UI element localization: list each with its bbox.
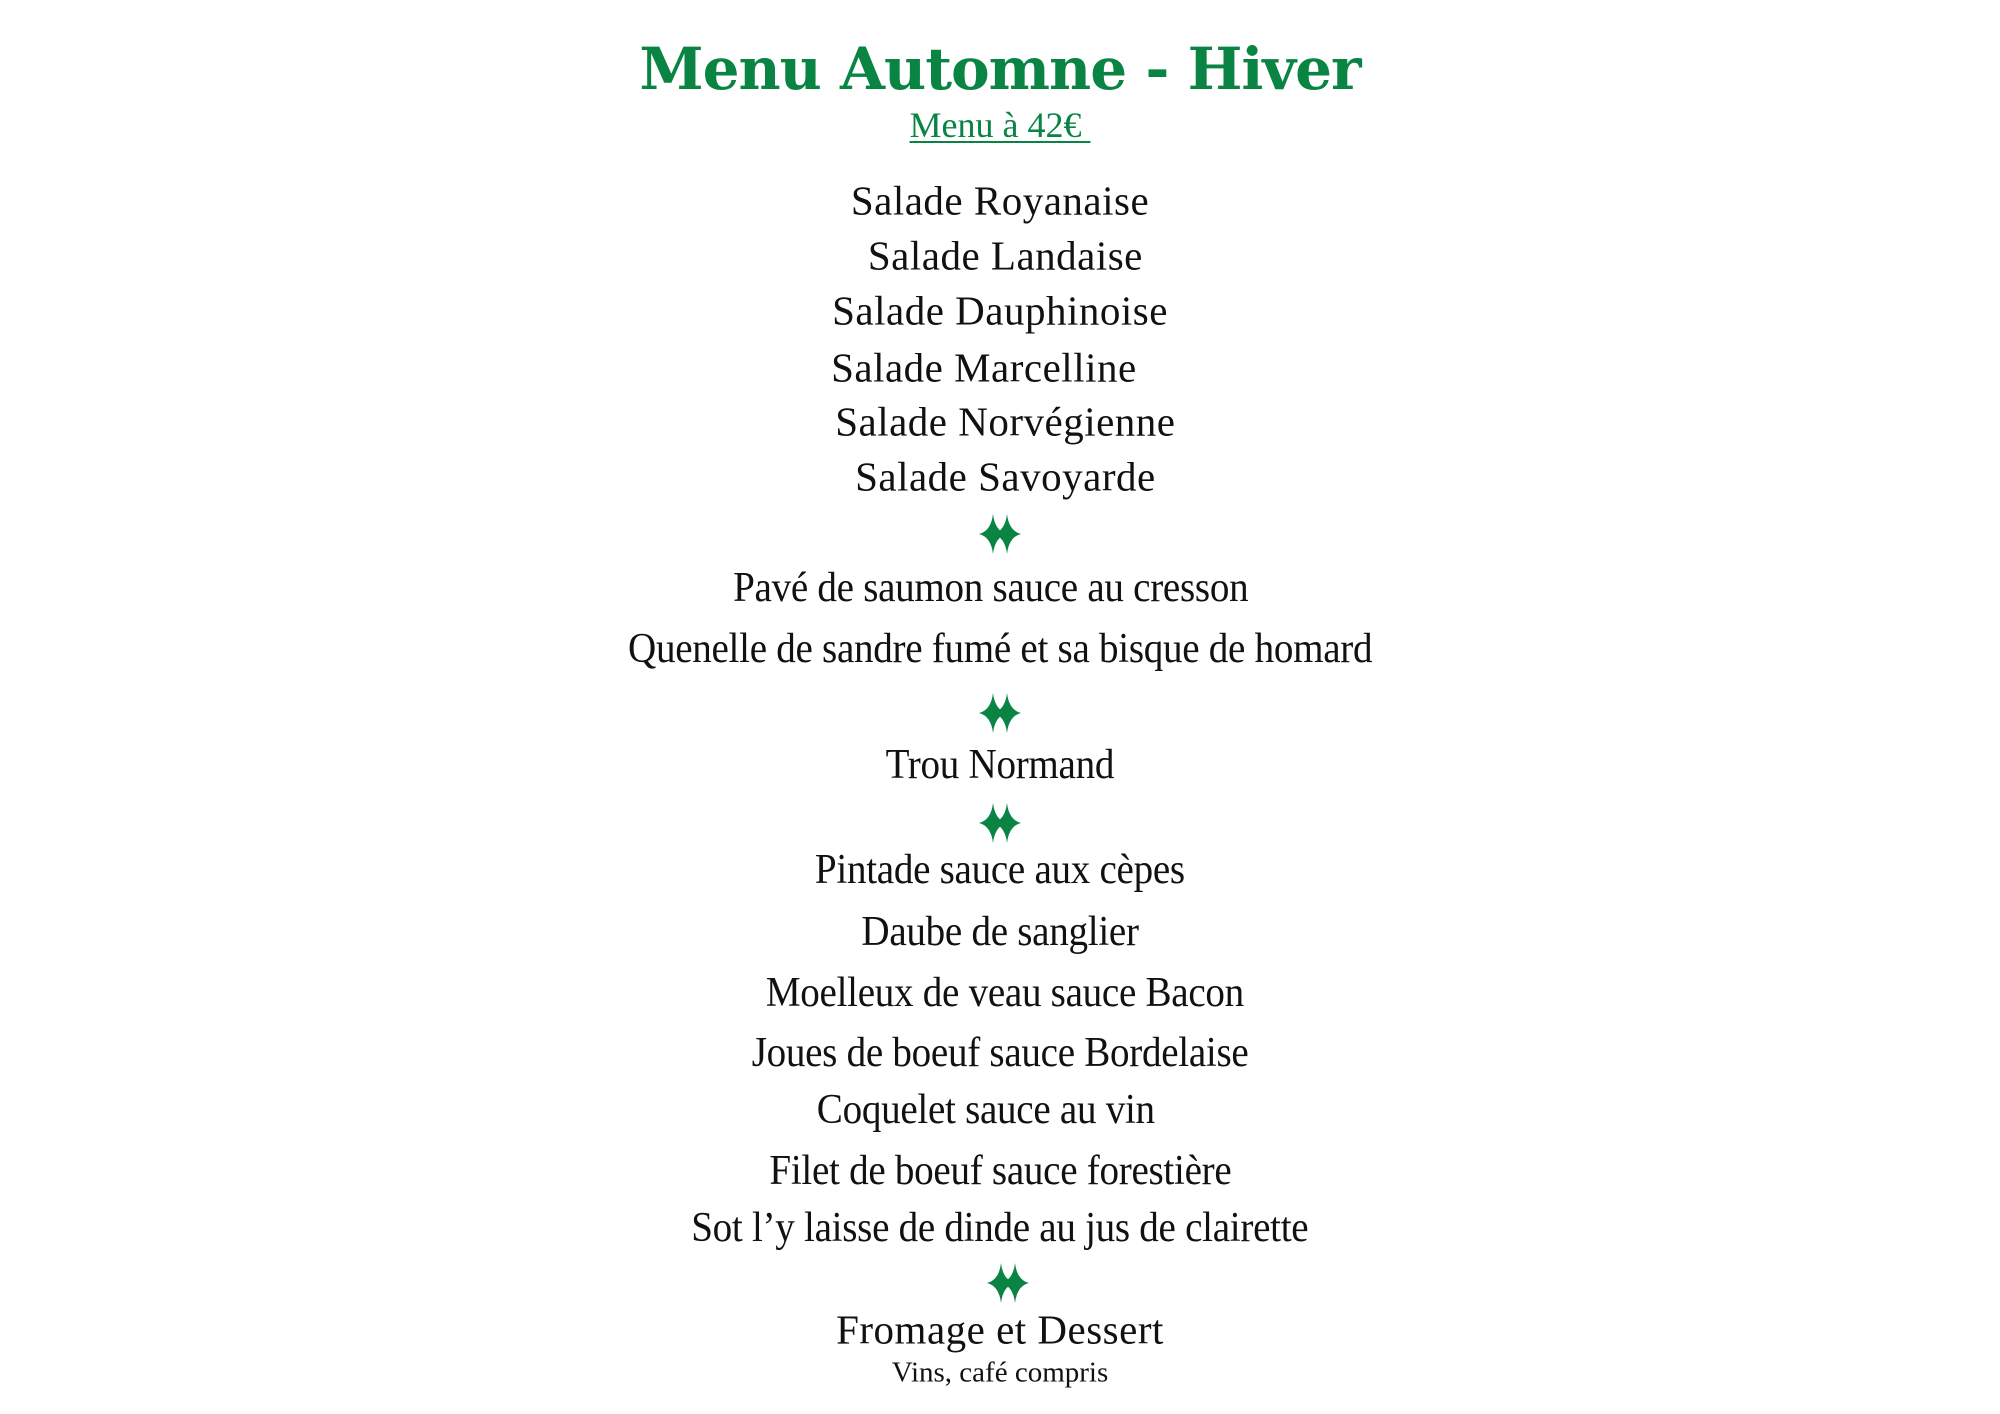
page-title: Menu Automne - Hiver bbox=[639, 35, 1361, 103]
list-item-label: Daube de sanglier bbox=[861, 909, 1139, 955]
menu-price: Menu à 42€ bbox=[909, 105, 1091, 145]
intermezzo-item bbox=[0, 744, 2000, 786]
list-item-label: Sot l’y laisse de dinde au jus de clairette bbox=[691, 1205, 1309, 1251]
list-item-label: Quenelle de sandre fumé et sa bisque de homard bbox=[627, 626, 1373, 672]
list-item-label: Pavé de saumon sauce au cresson bbox=[732, 565, 1268, 611]
list-item bbox=[0, 1207, 2000, 1249]
list-item bbox=[0, 1032, 2000, 1074]
list-item-label: Joues de boeuf sauce Bordelaise bbox=[751, 1030, 1249, 1076]
list-item bbox=[0, 911, 2000, 953]
list-item: Salade Marcelline bbox=[831, 344, 1169, 391]
list-item-label: Pintade sauce aux cèpes bbox=[815, 847, 1185, 893]
double-star-ornament-icon bbox=[978, 693, 1022, 733]
list-item-label: Moelleux de veau sauce Bacon bbox=[756, 970, 1244, 1016]
included-note: Vins, café compris bbox=[891, 1356, 1109, 1389]
list-item-label: Filet de boeuf sauce forestière bbox=[768, 1148, 1232, 1194]
double-star-ornament-icon bbox=[986, 1263, 1030, 1303]
list-item: Salade Norvégienne bbox=[824, 398, 1176, 445]
dessert-item: Fromage et Dessert bbox=[836, 1306, 1164, 1353]
list-item bbox=[0, 972, 2000, 1014]
list-item bbox=[0, 849, 2000, 891]
list-item: Salade Royanaise bbox=[850, 177, 1150, 224]
list-item-label: Trou Normand bbox=[885, 742, 1115, 788]
list-item bbox=[0, 567, 2000, 609]
list-item-label: Coquelet sauce au vin bbox=[816, 1087, 1184, 1133]
list-item bbox=[0, 1089, 2000, 1131]
double-star-ornament-icon bbox=[978, 514, 1022, 554]
list-item: Salade Savoyarde bbox=[844, 453, 1156, 500]
list-item: Salade Landaise bbox=[857, 232, 1143, 279]
double-star-ornament-icon bbox=[978, 803, 1022, 843]
list-item bbox=[0, 1150, 2000, 1192]
list-item bbox=[0, 628, 2000, 670]
list-item: Salade Dauphinoise bbox=[832, 287, 1168, 334]
